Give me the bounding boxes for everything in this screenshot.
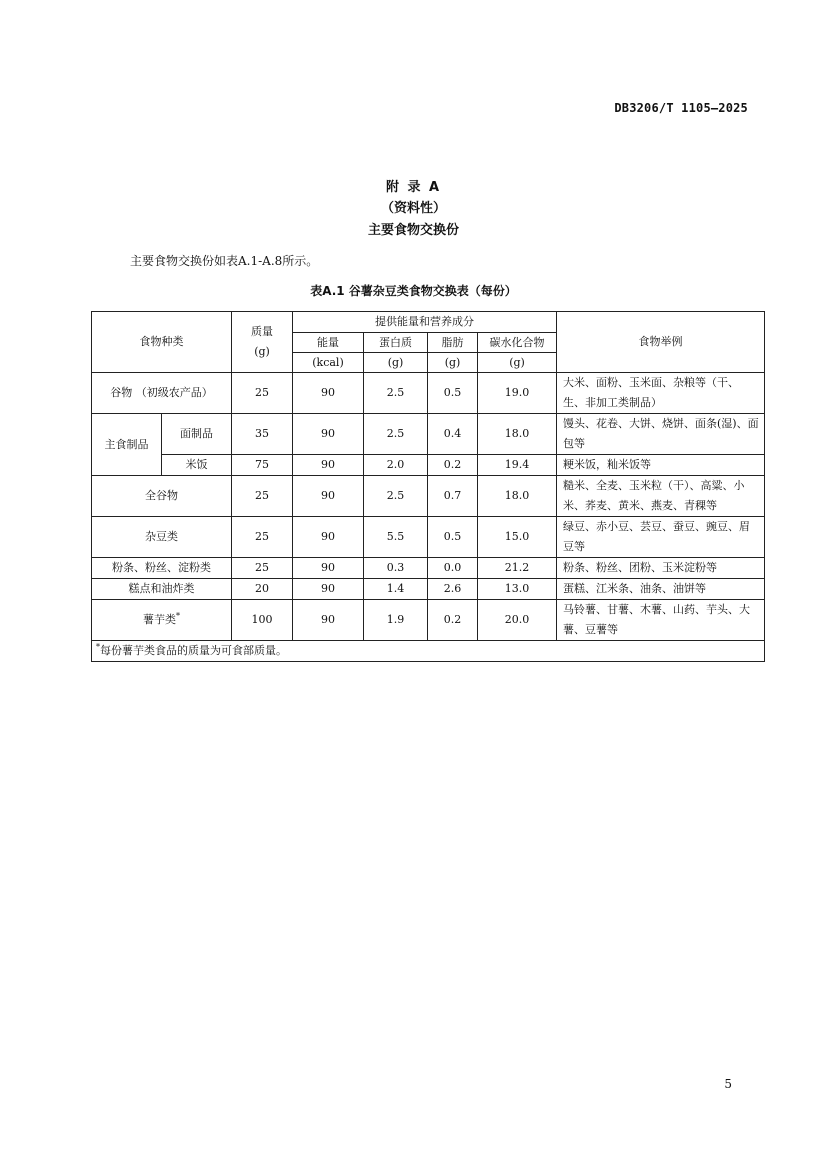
cell-carb: 13.0 <box>478 579 557 600</box>
cell-group: 主食制品 <box>92 414 162 476</box>
cell-category: 面制品 <box>162 414 232 455</box>
page-number: 5 <box>724 1077 732 1091</box>
table-footnote-row <box>92 641 765 662</box>
cell-protein: 1.9 <box>364 600 428 641</box>
header-mass <box>232 312 293 373</box>
table-caption: 表A.1 谷薯杂豆类食物交换表（每份） <box>310 284 517 298</box>
cell-carb: 18.0 <box>478 414 557 455</box>
cell-energy: 90 <box>293 414 364 455</box>
cell-category-text: 薯芋类 <box>143 613 176 626</box>
cell-category: 粉条、粉丝、淀粉类 <box>92 558 232 579</box>
cell-mass: 75 <box>232 455 293 476</box>
cell-fat: 0.2 <box>428 600 478 641</box>
table-header-row-1 <box>92 312 765 333</box>
document-number: DB3206/T 1105—2025 <box>614 101 748 115</box>
cell-fat: 0.0 <box>428 558 478 579</box>
cell-protein: 2.5 <box>364 414 428 455</box>
cell-carb: 15.0 <box>478 517 557 558</box>
cell-examples: 马铃薯、甘薯、木薯、山药、芋头、大薯、豆薯等 <box>557 600 765 641</box>
header-protein-unit: (g) <box>364 353 428 373</box>
cell-examples: 蛋糕、江米条、油条、油饼等 <box>557 579 765 600</box>
header-fat-unit: (g) <box>428 353 478 373</box>
cell-protein: 5.5 <box>364 517 428 558</box>
cell-fat: 0.5 <box>428 373 478 414</box>
cell-category <box>92 600 232 641</box>
cell-protein: 2.0 <box>364 455 428 476</box>
cell-energy: 90 <box>293 373 364 414</box>
cell-energy: 90 <box>293 579 364 600</box>
footnote-text: 每份薯芋类食品的质量为可食部质量。 <box>100 644 287 657</box>
food-exchange-table <box>91 311 765 662</box>
cell-mass: 35 <box>232 414 293 455</box>
header-mass-unit: (g) <box>254 345 270 358</box>
cell-examples: 馒头、花卷、大饼、烧饼、面条(湿)、面包等 <box>557 414 765 455</box>
cell-energy: 90 <box>293 476 364 517</box>
cell-examples: 粳米饭，籼米饭等 <box>557 455 765 476</box>
cell-carb: 20.0 <box>478 600 557 641</box>
appendix-title: 附 录 A <box>385 180 442 195</box>
cell-fat: 2.6 <box>428 579 478 600</box>
cell-protein: 0.3 <box>364 558 428 579</box>
cell-carb: 19.4 <box>478 455 557 476</box>
cell-energy: 90 <box>293 600 364 641</box>
cell-carb: 19.0 <box>478 373 557 414</box>
header-mass-label: 质量 <box>251 325 273 338</box>
cell-protein: 1.4 <box>364 579 428 600</box>
table-row <box>92 455 765 476</box>
cell-examples: 粉条、粉丝、团粉、玉米淀粉等 <box>557 558 765 579</box>
table-row <box>92 517 765 558</box>
cell-examples: 绿豆、赤小豆、芸豆、蚕豆、豌豆、眉豆等 <box>557 517 765 558</box>
cell-fat: 0.4 <box>428 414 478 455</box>
table-row <box>92 414 765 455</box>
intro-paragraph: 主要食物交换份如表A.1-A.8所示。 <box>130 254 319 268</box>
cell-category: 米饭 <box>162 455 232 476</box>
cell-category: 谷物 （初级农产品） <box>92 373 232 414</box>
cell-mass: 25 <box>232 373 293 414</box>
header-fat: 脂肪 <box>428 333 478 353</box>
cell-carb: 21.2 <box>478 558 557 579</box>
cell-mass: 25 <box>232 558 293 579</box>
header-energy-unit: (kcal) <box>293 353 364 373</box>
appendix-type: （资料性） <box>380 201 446 216</box>
cell-protein: 2.5 <box>364 373 428 414</box>
cell-protein: 2.5 <box>364 476 428 517</box>
table-row <box>92 579 765 600</box>
appendix-subject: 主要食物交换份 <box>367 223 459 238</box>
cell-energy: 90 <box>293 455 364 476</box>
header-examples: 食物举例 <box>557 312 765 373</box>
header-protein: 蛋白质 <box>364 333 428 353</box>
cell-carb: 18.0 <box>478 476 557 517</box>
cell-examples: 糙米、全麦、玉米粒（干）、高粱、小米、荞麦、黄米、燕麦、青稞等 <box>557 476 765 517</box>
cell-fat: 0.5 <box>428 517 478 558</box>
cell-fat: 0.7 <box>428 476 478 517</box>
table-row <box>92 600 765 641</box>
table-row <box>92 476 765 517</box>
cell-category: 糕点和油炸类 <box>92 579 232 600</box>
header-energy: 能量 <box>293 333 364 353</box>
table-row <box>92 558 765 579</box>
footnote-marker: * <box>176 611 180 621</box>
cell-category: 全谷物 <box>92 476 232 517</box>
cell-mass: 100 <box>232 600 293 641</box>
header-carb: 碳水化合物 <box>478 333 557 353</box>
cell-mass: 20 <box>232 579 293 600</box>
header-nutrients: 提供能量和营养成分 <box>293 312 557 333</box>
cell-mass: 25 <box>232 517 293 558</box>
footnote-mark: * <box>96 642 100 652</box>
cell-mass: 25 <box>232 476 293 517</box>
header-carb-unit: (g) <box>478 353 557 373</box>
cell-energy: 90 <box>293 517 364 558</box>
cell-examples: 大米、面粉、玉米面、杂粮等（干、生、非加工类制品） <box>557 373 765 414</box>
table-footnote <box>92 641 765 662</box>
table-row <box>92 373 765 414</box>
cell-fat: 0.2 <box>428 455 478 476</box>
cell-category: 杂豆类 <box>92 517 232 558</box>
cell-energy: 90 <box>293 558 364 579</box>
header-category: 食物种类 <box>92 312 232 373</box>
